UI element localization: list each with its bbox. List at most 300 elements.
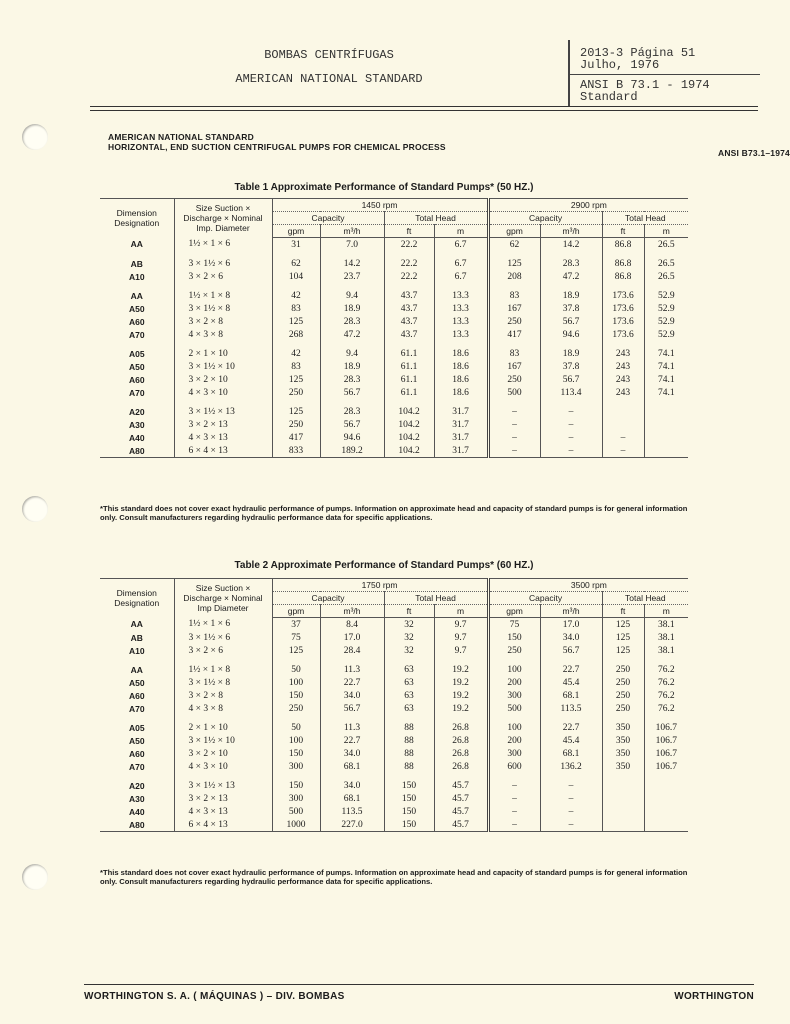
cell-m-high: 106.7 bbox=[644, 721, 688, 734]
cell-ft-low: 88 bbox=[384, 760, 434, 773]
page-footer bbox=[84, 984, 754, 1002]
cell-m-high: 106.7 bbox=[644, 747, 688, 760]
table-row bbox=[100, 760, 688, 773]
cell-m3h-high: 14.2 bbox=[540, 238, 602, 252]
col-gpm: gpm bbox=[272, 225, 320, 238]
cell-m3h-high: 22.7 bbox=[540, 663, 602, 676]
table-row bbox=[100, 289, 688, 302]
cell-m3h-high: 56.7 bbox=[540, 373, 602, 386]
cell-m3h-low: 22.7 bbox=[320, 676, 384, 689]
header-title-line2: AMERICAN NATIONAL STANDARD bbox=[235, 72, 423, 86]
header-reference-block bbox=[568, 40, 760, 106]
cell-m-low: 19.2 bbox=[434, 663, 488, 676]
col-ft: ft bbox=[602, 225, 644, 238]
cell-m3h-high: 17.0 bbox=[540, 618, 602, 632]
cell-designation: A50 bbox=[128, 303, 145, 314]
table-row bbox=[100, 779, 688, 792]
cell-gpm-high: 300 bbox=[488, 747, 540, 760]
cell-m-low: 19.2 bbox=[434, 689, 488, 702]
cell-m3h-low: 18.9 bbox=[320, 302, 384, 315]
header-rule bbox=[90, 106, 758, 107]
cell-size: 3 × 2 × 6 bbox=[174, 644, 272, 657]
cell-m3h-low: 18.9 bbox=[320, 360, 384, 373]
cell-ft-high: 125 bbox=[602, 618, 644, 632]
cell-size: 3 × 2 × 13 bbox=[174, 792, 272, 805]
col-gpm: gpm bbox=[272, 605, 320, 618]
cell-gpm-high: 83 bbox=[488, 347, 540, 360]
col-m: m bbox=[644, 605, 688, 618]
col-total-head: Total Head bbox=[384, 592, 488, 605]
cell-m-high: 52.9 bbox=[644, 302, 688, 315]
cell-designation: A70 bbox=[128, 703, 145, 714]
col-ft: ft bbox=[384, 225, 434, 238]
cell-gpm-high: 500 bbox=[488, 702, 540, 715]
cell-size: 3 × 2 × 8 bbox=[174, 315, 272, 328]
cell-gpm-high: 600 bbox=[488, 760, 540, 773]
col-m: m bbox=[434, 225, 488, 238]
table1-title: Table 1 Approximate Performance of Standard Pumps* (50 HZ.) bbox=[234, 182, 534, 193]
cell-ft-high: 125 bbox=[602, 644, 644, 657]
col-size: Size Suction × Discharge × Nominal Imp Diameter bbox=[174, 579, 272, 618]
table-row bbox=[100, 444, 688, 458]
cell-m3h-high: – bbox=[540, 431, 602, 444]
cell-m3h-high: 18.9 bbox=[540, 347, 602, 360]
col-designation: Dimension Designation bbox=[100, 579, 174, 618]
cell-ft-low: 61.1 bbox=[384, 386, 434, 399]
header-ref-line2: Julho, 1976 bbox=[580, 58, 660, 72]
cell-m-low: 26.8 bbox=[434, 760, 488, 773]
cell-ft-low: 22.2 bbox=[384, 270, 434, 283]
cell-ft-high bbox=[602, 779, 644, 792]
col-m: m bbox=[644, 225, 688, 238]
col-ft: ft bbox=[384, 605, 434, 618]
cell-m-low: 31.7 bbox=[434, 405, 488, 418]
cell-m-high bbox=[644, 431, 688, 444]
table-row bbox=[100, 257, 688, 270]
cell-ft-low: 22.2 bbox=[384, 257, 434, 270]
cell-size: 1½ × 1 × 8 bbox=[174, 663, 272, 676]
cell-designation: A20 bbox=[128, 780, 145, 791]
cell-gpm-low: 62 bbox=[272, 257, 320, 270]
cell-gpm-low: 500 bbox=[272, 805, 320, 818]
cell-designation: A50 bbox=[128, 735, 145, 746]
cell-designation: A80 bbox=[100, 818, 174, 832]
cell-designation: AB bbox=[130, 632, 143, 643]
cell-ft-low: 150 bbox=[384, 779, 434, 792]
cell-gpm-high: 167 bbox=[488, 360, 540, 373]
col-total-head: Total Head bbox=[384, 212, 488, 225]
cell-size: 3 × 1½ × 6 bbox=[174, 631, 272, 644]
table-row bbox=[100, 270, 688, 283]
table-row bbox=[100, 302, 688, 315]
cell-m-high bbox=[644, 405, 688, 418]
header-title-line1: BOMBAS CENTRÍFUGAS bbox=[264, 48, 394, 62]
cell-designation: A60 bbox=[128, 690, 145, 701]
cell-ft-high: – bbox=[602, 431, 644, 444]
cell-designation: AA bbox=[130, 239, 143, 250]
cell-m-low: 31.7 bbox=[434, 418, 488, 431]
cell-m-low: 9.7 bbox=[434, 618, 488, 632]
cell-ft-high: 250 bbox=[602, 702, 644, 715]
cell-m3h-high: 37.8 bbox=[540, 302, 602, 315]
cell-ft-high: 250 bbox=[602, 689, 644, 702]
table-row bbox=[100, 618, 688, 632]
cell-m3h-low: 34.0 bbox=[320, 747, 384, 760]
cell-m3h-high: 45.4 bbox=[540, 734, 602, 747]
cell-m3h-low: 34.0 bbox=[320, 779, 384, 792]
cell-m3h-high: – bbox=[540, 779, 602, 792]
cell-designation: A70 bbox=[128, 761, 145, 772]
cell-size: 1½ × 1 × 6 bbox=[174, 618, 272, 632]
table-row bbox=[100, 238, 688, 252]
cell-gpm-high: 150 bbox=[488, 631, 540, 644]
cell-m-low: 6.7 bbox=[434, 238, 488, 252]
footer-company: WORTHINGTON S. A. ( MÁQUINAS ) – DIV. BOMBAS bbox=[84, 991, 345, 1002]
cell-m-low: 26.8 bbox=[434, 721, 488, 734]
cell-gpm-low: 50 bbox=[272, 721, 320, 734]
cell-size: 3 × 1½ × 10 bbox=[174, 360, 272, 373]
cell-gpm-low: 83 bbox=[272, 302, 320, 315]
cell-gpm-low: 417 bbox=[272, 431, 320, 444]
table-row bbox=[100, 721, 688, 734]
table-row bbox=[100, 805, 688, 818]
cell-gpm-high: 83 bbox=[488, 289, 540, 302]
cell-m3h-high: – bbox=[540, 792, 602, 805]
cell-size: 3 × 1½ × 10 bbox=[174, 734, 272, 747]
cell-m3h-low: 94.6 bbox=[320, 431, 384, 444]
cell-gpm-low: 250 bbox=[272, 386, 320, 399]
cell-gpm-low: 300 bbox=[272, 792, 320, 805]
cell-m-high: 76.2 bbox=[644, 676, 688, 689]
cell-m3h-low: 9.4 bbox=[320, 289, 384, 302]
cell-size: 3 × 2 × 8 bbox=[174, 689, 272, 702]
binder-hole-top bbox=[22, 124, 48, 150]
cell-ft-low: 88 bbox=[384, 734, 434, 747]
cell-designation: A50 bbox=[128, 677, 145, 688]
cell-designation: AB bbox=[130, 258, 143, 269]
header-ref-divider bbox=[570, 74, 760, 75]
cell-size: 3 × 1½ × 6 bbox=[174, 257, 272, 270]
cell-ft-low: 43.7 bbox=[384, 302, 434, 315]
cell-m-high: 38.1 bbox=[644, 644, 688, 657]
document-heading bbox=[108, 132, 790, 158]
cell-m3h-low: 14.2 bbox=[320, 257, 384, 270]
cell-size: 3 × 1½ × 8 bbox=[174, 676, 272, 689]
cell-m3h-low: 28.3 bbox=[320, 315, 384, 328]
cell-m-low: 31.7 bbox=[434, 444, 488, 458]
cell-m-high: 38.1 bbox=[644, 631, 688, 644]
cell-gpm-low: 100 bbox=[272, 734, 320, 747]
cell-m3h-low: 9.4 bbox=[320, 347, 384, 360]
cell-ft-high bbox=[602, 792, 644, 805]
cell-m3h-low: 28.3 bbox=[320, 373, 384, 386]
cell-designation: A05 bbox=[128, 348, 145, 359]
cell-designation: AA bbox=[130, 619, 143, 630]
cell-gpm-high: 417 bbox=[488, 328, 540, 341]
cell-m-low: 6.7 bbox=[434, 270, 488, 283]
col-m3h: m³/h bbox=[540, 225, 602, 238]
cell-m-high bbox=[644, 805, 688, 818]
cell-ft-high bbox=[602, 405, 644, 418]
cell-m-high: 76.2 bbox=[644, 702, 688, 715]
cell-gpm-high: 208 bbox=[488, 270, 540, 283]
cell-m3h-low: 47.2 bbox=[320, 328, 384, 341]
cell-designation: A40 bbox=[128, 432, 145, 443]
table1-body bbox=[100, 238, 688, 458]
cell-ft-low: 43.7 bbox=[384, 315, 434, 328]
cell-gpm-high: 62 bbox=[488, 238, 540, 252]
cell-gpm-low: 37 bbox=[272, 618, 320, 632]
cell-gpm-high: 125 bbox=[488, 257, 540, 270]
cell-gpm-low: 268 bbox=[272, 328, 320, 341]
cell-m-high bbox=[644, 418, 688, 431]
cell-ft-high: 350 bbox=[602, 747, 644, 760]
cell-m-low: 13.3 bbox=[434, 302, 488, 315]
cell-m-low: 26.8 bbox=[434, 734, 488, 747]
cell-ft-low: 32 bbox=[384, 644, 434, 657]
cell-m-low: 18.6 bbox=[434, 386, 488, 399]
cell-m3h-high: 68.1 bbox=[540, 747, 602, 760]
cell-m-low: 13.3 bbox=[434, 328, 488, 341]
cell-size: 3 × 2 × 10 bbox=[174, 747, 272, 760]
cell-size: 2 × 1 × 10 bbox=[174, 721, 272, 734]
cell-gpm-low: 300 bbox=[272, 760, 320, 773]
cell-ft-high bbox=[602, 818, 644, 832]
cell-size: 1½ × 1 × 8 bbox=[174, 289, 272, 302]
cell-ft-high: 86.8 bbox=[602, 257, 644, 270]
cell-designation: A30 bbox=[128, 793, 145, 804]
table-row bbox=[100, 676, 688, 689]
col-capacity: Capacity bbox=[272, 592, 384, 605]
binder-hole-bottom bbox=[22, 864, 48, 890]
col-gpm: gpm bbox=[488, 605, 540, 618]
cell-gpm-high: 75 bbox=[488, 618, 540, 632]
cell-ft-high bbox=[602, 805, 644, 818]
cell-m-high: 106.7 bbox=[644, 734, 688, 747]
col-m: m bbox=[434, 605, 488, 618]
cell-m-low: 45.7 bbox=[434, 805, 488, 818]
col-rpm-low: 1450 rpm bbox=[272, 199, 488, 212]
cell-size: 1½ × 1 × 6 bbox=[174, 238, 272, 252]
cell-ft-low: 150 bbox=[384, 818, 434, 832]
table-row bbox=[100, 405, 688, 418]
cell-m-high bbox=[644, 779, 688, 792]
table1-performance-50hz bbox=[100, 198, 688, 458]
cell-ft-high bbox=[602, 418, 644, 431]
cell-m-high: 52.9 bbox=[644, 315, 688, 328]
table-row bbox=[100, 328, 688, 341]
cell-m-high: 74.1 bbox=[644, 360, 688, 373]
cell-gpm-low: 150 bbox=[272, 747, 320, 760]
cell-ft-low: 61.1 bbox=[384, 347, 434, 360]
cell-gpm-high: – bbox=[488, 431, 540, 444]
table2-footnote: *This standard does not cover exact hydraulic performance of pumps. Information on approximate head and capacity of standard pumps is for general information only. Consult manufacturers regarding hydraulic performance data for specific applications. bbox=[100, 868, 688, 886]
cell-m3h-high: 45.4 bbox=[540, 676, 602, 689]
cell-ft-high: 243 bbox=[602, 347, 644, 360]
col-m3h: m³/h bbox=[320, 605, 384, 618]
cell-gpm-high: 250 bbox=[488, 644, 540, 657]
table-row bbox=[100, 631, 688, 644]
cell-ft-high: 86.8 bbox=[602, 238, 644, 252]
cell-m3h-low: 56.7 bbox=[320, 702, 384, 715]
cell-gpm-high: – bbox=[488, 792, 540, 805]
cell-m3h-low: 23.7 bbox=[320, 270, 384, 283]
cell-size: 3 × 1½ × 13 bbox=[174, 779, 272, 792]
cell-m-high: 74.1 bbox=[644, 386, 688, 399]
cell-m3h-low: 227.0 bbox=[320, 818, 384, 832]
cell-m3h-low: 68.1 bbox=[320, 792, 384, 805]
col-m3h: m³/h bbox=[320, 225, 384, 238]
cell-gpm-low: 1000 bbox=[272, 818, 320, 832]
cell-gpm-low: 150 bbox=[272, 779, 320, 792]
cell-size: 4 × 3 × 10 bbox=[174, 386, 272, 399]
cell-gpm-high: – bbox=[488, 779, 540, 792]
cell-gpm-high: – bbox=[488, 805, 540, 818]
table-row bbox=[100, 360, 688, 373]
table-row bbox=[100, 373, 688, 386]
header-ref-line4: Standard bbox=[580, 90, 638, 104]
cell-m3h-low: 8.4 bbox=[320, 618, 384, 632]
cell-designation: A20 bbox=[128, 406, 145, 417]
header-ref-line1: 2013-3 Página 51 bbox=[580, 46, 696, 60]
col-designation: Dimension Designation bbox=[100, 199, 174, 238]
table-row bbox=[100, 386, 688, 399]
cell-ft-high: 250 bbox=[602, 676, 644, 689]
cell-gpm-high: 100 bbox=[488, 721, 540, 734]
cell-ft-high: 350 bbox=[602, 760, 644, 773]
cell-m-low: 18.6 bbox=[434, 347, 488, 360]
table2-performance-60hz bbox=[100, 578, 688, 832]
cell-gpm-low: 42 bbox=[272, 289, 320, 302]
footer-brand: WORTHINGTON bbox=[674, 991, 754, 1002]
cell-size: 4 × 3 × 8 bbox=[174, 328, 272, 341]
cell-m3h-high: 18.9 bbox=[540, 289, 602, 302]
cell-m-low: 26.8 bbox=[434, 747, 488, 760]
cell-m3h-high: – bbox=[540, 818, 602, 832]
header-ref-line3: ANSI B 73.1 - 1974 bbox=[580, 78, 710, 92]
table-row bbox=[100, 644, 688, 657]
cell-designation: A70 bbox=[128, 387, 145, 398]
cell-m3h-high: 113.4 bbox=[540, 386, 602, 399]
cell-ft-high: – bbox=[602, 444, 644, 458]
cell-designation: A50 bbox=[128, 361, 145, 372]
cell-m-low: 18.6 bbox=[434, 360, 488, 373]
cell-m3h-high: 68.1 bbox=[540, 689, 602, 702]
cell-m-high: 26.5 bbox=[644, 270, 688, 283]
table-row bbox=[100, 418, 688, 431]
col-capacity: Capacity bbox=[272, 212, 384, 225]
cell-size: 4 × 3 × 8 bbox=[174, 702, 272, 715]
cell-m3h-low: 11.3 bbox=[320, 721, 384, 734]
header-rule bbox=[90, 110, 758, 111]
cell-m3h-high: 37.8 bbox=[540, 360, 602, 373]
cell-gpm-low: 125 bbox=[272, 315, 320, 328]
cell-m-high: 52.9 bbox=[644, 289, 688, 302]
cell-ft-high: 173.6 bbox=[602, 315, 644, 328]
cell-gpm-low: 250 bbox=[272, 702, 320, 715]
cell-gpm-high: 200 bbox=[488, 734, 540, 747]
cell-gpm-low: 250 bbox=[272, 418, 320, 431]
cell-ft-low: 22.2 bbox=[384, 238, 434, 252]
cell-gpm-high: – bbox=[488, 818, 540, 832]
cell-size: 3 × 2 × 10 bbox=[174, 373, 272, 386]
cell-ft-low: 150 bbox=[384, 805, 434, 818]
cell-m-low: 45.7 bbox=[434, 779, 488, 792]
col-capacity: Capacity bbox=[488, 212, 602, 225]
cell-designation: A80 bbox=[100, 444, 174, 458]
cell-m3h-low: 11.3 bbox=[320, 663, 384, 676]
cell-m-high bbox=[644, 792, 688, 805]
binder-hole-middle bbox=[22, 496, 48, 522]
cell-m3h-high: 56.7 bbox=[540, 315, 602, 328]
cell-gpm-high: 100 bbox=[488, 663, 540, 676]
cell-m3h-high: 34.0 bbox=[540, 631, 602, 644]
cell-ft-low: 104.2 bbox=[384, 405, 434, 418]
cell-m3h-low: 56.7 bbox=[320, 386, 384, 399]
cell-m-low: 18.6 bbox=[434, 373, 488, 386]
cell-size: 4 × 3 × 10 bbox=[174, 760, 272, 773]
cell-ft-low: 88 bbox=[384, 721, 434, 734]
cell-designation: A70 bbox=[128, 329, 145, 340]
cell-gpm-low: 150 bbox=[272, 689, 320, 702]
cell-m3h-low: 7.0 bbox=[320, 238, 384, 252]
cell-ft-high: 86.8 bbox=[602, 270, 644, 283]
table-row bbox=[100, 702, 688, 715]
cell-size: 6 × 4 × 13 bbox=[174, 818, 272, 832]
cell-m3h-low: 189.2 bbox=[320, 444, 384, 458]
table-row bbox=[100, 663, 688, 676]
cell-ft-high: 350 bbox=[602, 721, 644, 734]
cell-ft-low: 63 bbox=[384, 702, 434, 715]
header-title-block bbox=[90, 36, 568, 106]
cell-m-low: 45.7 bbox=[434, 792, 488, 805]
cell-m-low: 9.7 bbox=[434, 644, 488, 657]
table-row bbox=[100, 431, 688, 444]
cell-designation: A30 bbox=[128, 419, 145, 430]
cell-m-low: 13.3 bbox=[434, 315, 488, 328]
cell-m-high: 106.7 bbox=[644, 760, 688, 773]
cell-gpm-low: 125 bbox=[272, 644, 320, 657]
cell-gpm-high: – bbox=[488, 405, 540, 418]
cell-designation: AA bbox=[130, 664, 143, 675]
table-row bbox=[100, 792, 688, 805]
cell-m3h-low: 113.5 bbox=[320, 805, 384, 818]
cell-gpm-high: – bbox=[488, 418, 540, 431]
cell-ft-high: 173.6 bbox=[602, 289, 644, 302]
doc-heading-line2: HORIZONTAL, END SUCTION CENTRIFUGAL PUMPS FOR CHEMICAL PROCESS bbox=[108, 142, 446, 152]
cell-gpm-high: 250 bbox=[488, 315, 540, 328]
cell-ft-high: 173.6 bbox=[602, 328, 644, 341]
cell-m-high bbox=[644, 444, 688, 458]
cell-designation: A60 bbox=[128, 316, 145, 327]
cell-m3h-low: 17.0 bbox=[320, 631, 384, 644]
cell-designation: A60 bbox=[128, 374, 145, 385]
cell-size: 3 × 1½ × 8 bbox=[174, 302, 272, 315]
cell-m-low: 9.7 bbox=[434, 631, 488, 644]
cell-designation: A40 bbox=[128, 806, 145, 817]
cell-ft-high: 243 bbox=[602, 360, 644, 373]
cell-ft-low: 63 bbox=[384, 663, 434, 676]
cell-m-low: 6.7 bbox=[434, 257, 488, 270]
table2-title: Table 2 Approximate Performance of Standard Pumps* (60 HZ.) bbox=[234, 560, 534, 571]
cell-designation: AA bbox=[130, 290, 143, 301]
cell-size: 6 × 4 × 13 bbox=[174, 444, 272, 458]
cell-m-high: 76.2 bbox=[644, 663, 688, 676]
cell-ft-high: 350 bbox=[602, 734, 644, 747]
cell-m3h-low: 34.0 bbox=[320, 689, 384, 702]
cell-gpm-low: 125 bbox=[272, 373, 320, 386]
cell-ft-low: 32 bbox=[384, 618, 434, 632]
